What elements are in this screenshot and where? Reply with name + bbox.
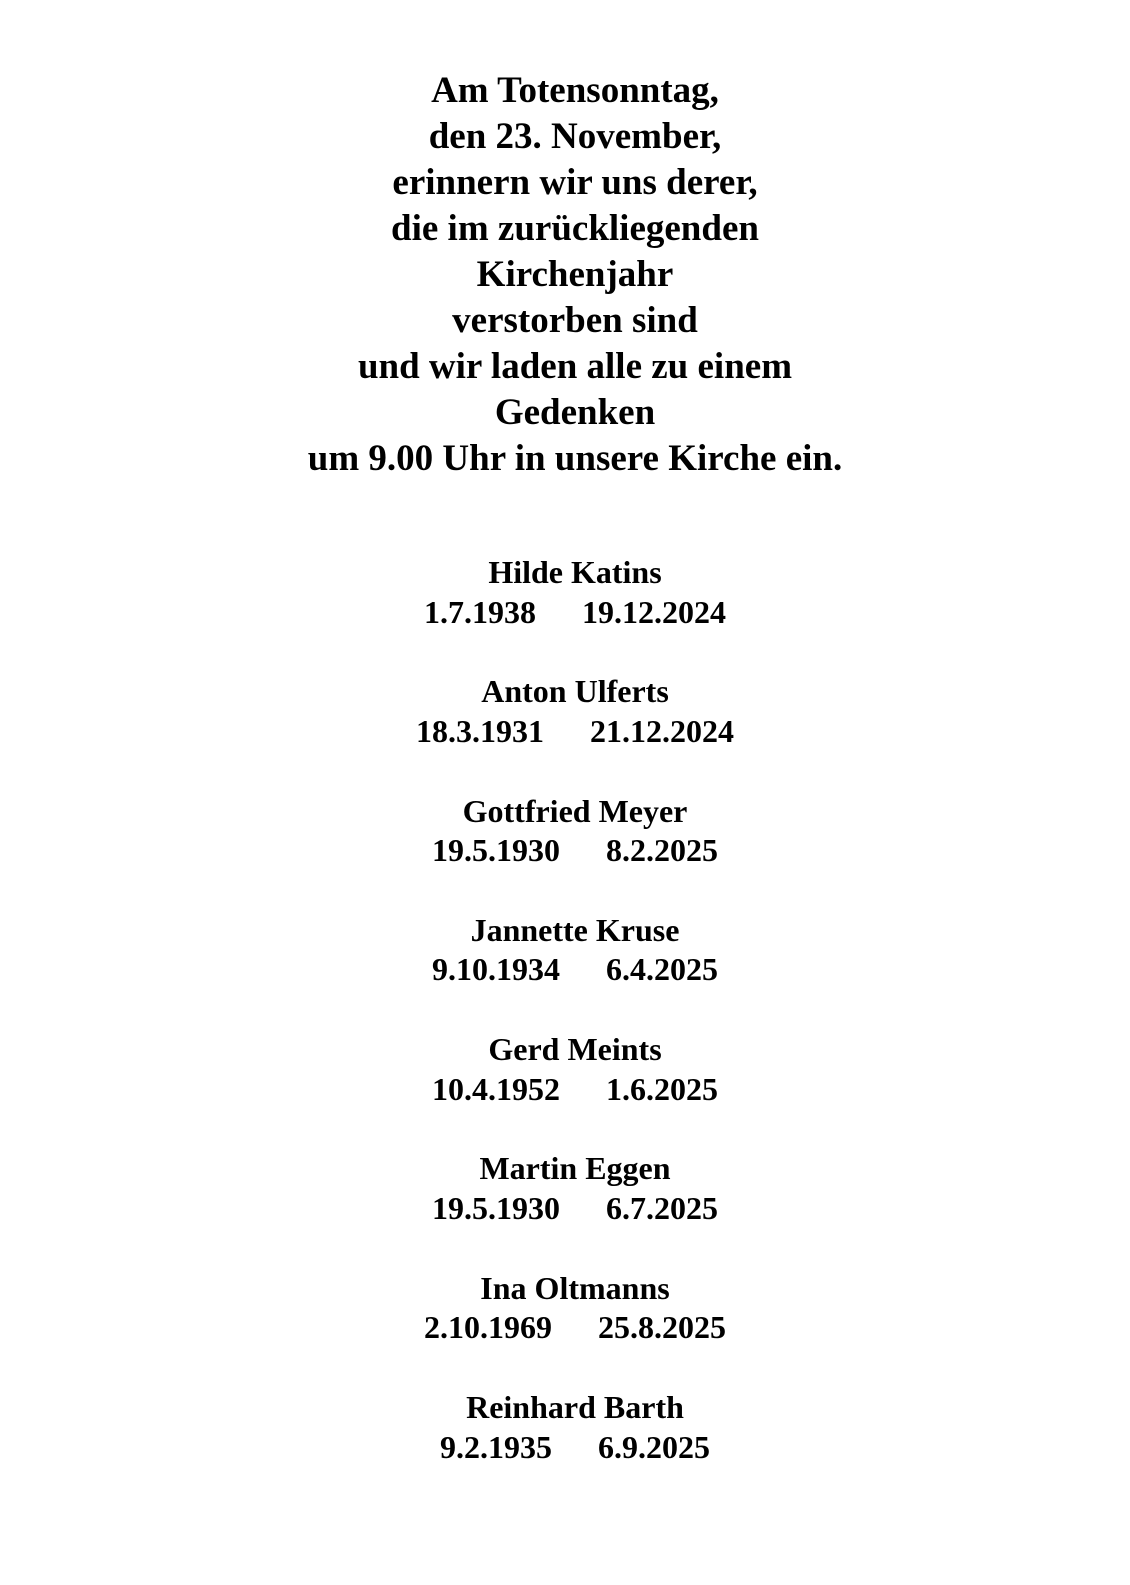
death-date: 6.7.2025: [606, 1189, 718, 1226]
memorial-list: [0, 553, 1130, 1507]
memorial-entry: [0, 1149, 1130, 1268]
birth-date: 9.10.1934: [432, 951, 560, 988]
memorial-dates: [0, 1070, 1130, 1110]
memorial-dates: [0, 712, 1130, 752]
memorial-name: Reinhard Barth: [466, 1389, 684, 1426]
birth-date: 10.4.1952: [432, 1070, 560, 1107]
intro-line: und wir laden alle zu einem: [357, 346, 793, 387]
memorial-entry: [0, 1269, 1130, 1388]
intro-line: den 23. November,: [428, 116, 722, 157]
memorial-name: Martin Eggen: [479, 1150, 671, 1187]
memorial-entry: [0, 1030, 1130, 1149]
birth-date: 1.7.1938: [424, 593, 536, 630]
intro-text: [0, 68, 1130, 482]
memorial-entry: [0, 672, 1130, 791]
memorial-entry: [0, 553, 1130, 672]
memorial-name: Hilde Katins: [488, 554, 662, 590]
memorial-dates: [0, 1428, 1130, 1468]
memorial-name: Jannette Kruse: [470, 911, 680, 948]
memorial-entry: [0, 911, 1130, 1030]
birth-date: 19.5.1930: [432, 832, 560, 869]
memorial-entry: [0, 792, 1130, 911]
death-date: 21.12.2024: [590, 712, 734, 749]
death-date: 19.12.2024: [582, 593, 726, 630]
death-date: 25.8.2025: [598, 1309, 726, 1346]
intro-line: Kirchenjahr: [476, 254, 674, 295]
memorial-dates: [0, 1308, 1130, 1348]
intro-line: um 9.00 Uhr in unsere Kirche ein.: [307, 438, 843, 479]
memorial-entry: [0, 1388, 1130, 1507]
death-date: 8.2.2025: [606, 832, 718, 869]
death-date: 6.9.2025: [598, 1428, 710, 1465]
memorial-name: Gottfried Meyer: [462, 792, 688, 829]
memorial-name: Gerd Meints: [488, 1031, 662, 1068]
intro-line: verstorben sind: [452, 300, 698, 341]
memorial-dates: [0, 593, 1130, 633]
birth-date: 19.5.1930: [432, 1189, 560, 1226]
memorial-name: Anton Ulferts: [481, 673, 669, 710]
intro-line: erinnern wir uns derer,: [392, 162, 758, 203]
memorial-dates: [0, 1189, 1130, 1229]
death-date: 6.4.2025: [606, 951, 718, 988]
intro-line: Am Totensonntag,: [431, 70, 719, 111]
birth-date: 9.2.1935: [440, 1428, 552, 1465]
intro-line: Gedenken: [494, 392, 656, 433]
memorial-name: Ina Oltmanns: [480, 1269, 670, 1306]
death-date: 1.6.2025: [606, 1070, 718, 1107]
memorial-dates: [0, 831, 1130, 871]
intro-line: die im zurückliegenden: [391, 208, 759, 249]
birth-date: 18.3.1931: [416, 712, 544, 749]
birth-date: 2.10.1969: [424, 1309, 552, 1346]
memorial-dates: [0, 950, 1130, 990]
